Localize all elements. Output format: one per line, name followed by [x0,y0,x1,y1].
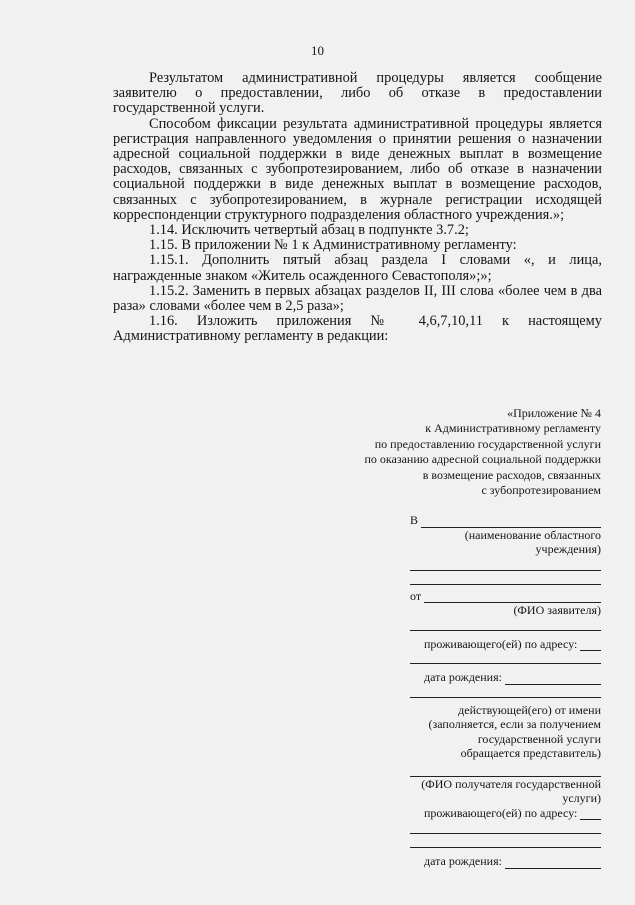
body-text [113,71,602,345]
address-field[interactable] [580,639,601,651]
paragraph-result: Результатом административной процедуры является сообщение заявителю о предоставлении, либо об отказе в предоставлении государственной услуги. [113,70,602,117]
address-label: проживающего(ей) по адресу: [424,636,578,651]
acting-line-1: действующей(его) от имени [458,702,601,717]
recipient-field[interactable] [410,761,601,777]
appendix-line-5: в возмещение расходов, связанных [422,467,601,482]
from-row [410,589,601,604]
paragraph-1-16: 1.16. Изложить приложения № 4,6,7,10,11 к настоящему Административному регламенту в редакции: [113,313,602,345]
address-field-2-line-3[interactable] [410,834,601,848]
to-field-line-3[interactable] [410,571,601,585]
appendix-line-6: с зубопротезированием [481,483,601,498]
page-number: 10 [311,43,324,58]
birth-field-line-2[interactable] [410,685,601,698]
address-field-line-2[interactable] [410,651,601,664]
to-field-line-2[interactable] [410,557,601,571]
address-row [410,637,601,652]
acting-line-4: обращается представитель) [460,746,601,760]
birth-field[interactable] [505,673,601,685]
birth-field-2[interactable] [505,857,601,869]
to-label: В [410,513,419,527]
from-label: от [410,588,422,603]
birth-row-2 [410,854,601,869]
appendix-header [301,406,601,498]
from-field-line-2[interactable] [410,618,601,631]
from-caption: (ФИО заявителя) [513,603,601,617]
application-form [410,513,601,869]
paragraph-1-15-1: 1.15.1. Дополнить пятый абзац раздела I словами «, и лица, награжденные знаком «Житель осажденного Севастополя»;»; [113,252,602,284]
paragraph-1-14: 1.14. Исключить четвертый абзац в подпункте 3.7.2; [149,222,469,239]
to-row [410,513,601,528]
from-field[interactable] [424,591,601,603]
birth-label: дата рождения: [424,670,502,684]
recipient-caption-2: услуги) [562,791,601,805]
appendix-line-1: «Приложение № 4 [507,406,601,420]
address-field-2[interactable] [580,808,601,820]
recipient-caption-1: (ФИО получателя государственной [421,776,601,791]
acting-line-2: (заполняется, если за получением [428,717,601,731]
address-row-2 [410,806,601,821]
to-caption-2: учреждения) [535,542,601,556]
appendix-line-2: к Административному регламенту [425,421,601,436]
address-field-2-line-2[interactable] [410,820,601,834]
paragraph-1-15: 1.15. В приложении № 1 к Административному регламенту: [149,237,517,254]
paragraph-fixation: Способом фиксации результата административной процедуры является регистрация направленного уведомления о принятии решения о назначении адресной социальной поддержки в виде денежных выплат в возмещение расходов, связанных с зубопротезированием, либо об отказе в назначении социальной поддержки в виде денежных выплат в возмещение расходов, связанных с зубопротезированием, в журнале регистрации исходящей корреспонденции структурного подразделения областного учреждения.»; [113,115,602,223]
address-label-2: проживающего(ей) по адресу: [424,805,578,820]
acting-line-3: государственной услуги [477,731,601,746]
paragraph-1-15-2: 1.15.2. Заменить в первых абзацах разделов II, III слова «более чем в два раза» словами «более чем в 2,5 раза»; [113,282,602,315]
birth-label-2: дата рождения: [424,854,502,868]
to-caption-1: (наименование областного [464,527,601,542]
birth-row [410,670,601,685]
to-field[interactable] [421,516,601,528]
appendix-line-3: по предоставлению государственной услуги [374,436,601,451]
appendix-line-4: по оказанию адресной социальной поддержки [364,452,601,467]
